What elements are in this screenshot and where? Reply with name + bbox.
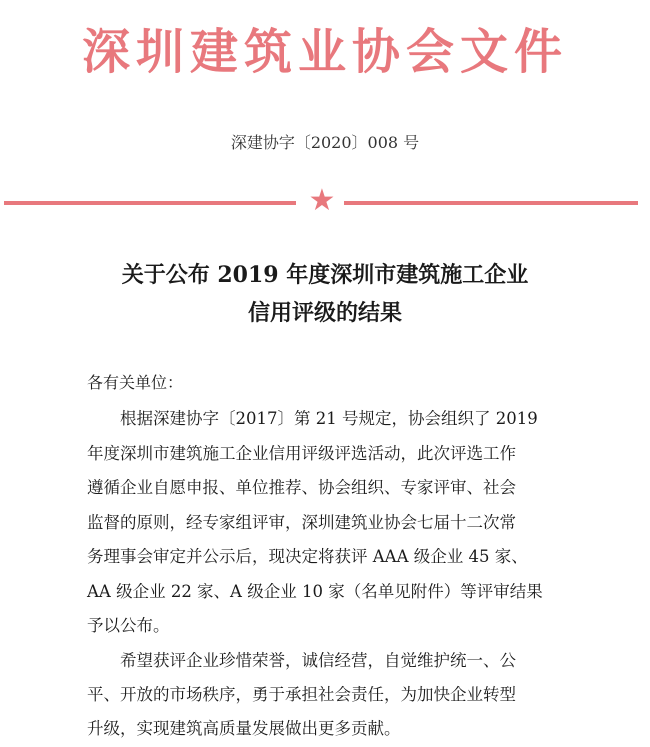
paragraph-1-line: 务理事会审定并公示后，现决定将获评 AAA 级企业 45 家、 xyxy=(87,547,528,566)
document-title-line-2: 信用评级的结果 xyxy=(247,300,402,326)
paragraph-1-line: 年度深圳市建筑施工企业信用评级评选活动，此次评选工作 xyxy=(87,444,516,463)
paragraph-1-line: 监督的原则，经专家组评审，深圳建筑业协会七届十二次常 xyxy=(87,513,516,532)
document-header-title: 深圳建筑业协会文件 xyxy=(81,24,568,80)
salutation: 各有关单位： xyxy=(87,373,184,392)
paragraph-1-line: 遵循企业自愿申报、单位推荐、协会组织、专家评审、社会 xyxy=(87,478,516,497)
document-title-line-1: 关于公布 2019 年度深圳市建筑施工企业 xyxy=(121,262,529,288)
paragraph-2-line: 平、开放的市场秩序，勇于承担社会责任，为加快企业转型 xyxy=(87,685,516,704)
paragraph-2-line: 希望获评企业珍惜荣誉，诚信经营，自觉维护统一、公 xyxy=(120,651,516,670)
paragraph-1-line: 根据深建协字〔2017〕第 21 号规定，协会组织了 2019 xyxy=(120,409,538,428)
red-divider-left xyxy=(4,201,296,205)
document-number: 深建协字〔2020〕008 号 xyxy=(230,133,420,152)
red-divider-right xyxy=(344,201,638,205)
paragraph-1-line: AA 级企业 22 家、A 级企业 10 家（名单见附件）等评审结果 xyxy=(87,582,543,601)
paragraph-2-line: 升级，实现建筑高质量发展做出更多贡献。 xyxy=(87,719,401,738)
paragraph-1-line: 予以公布。 xyxy=(87,616,170,635)
star-icon: ★ xyxy=(308,183,336,218)
